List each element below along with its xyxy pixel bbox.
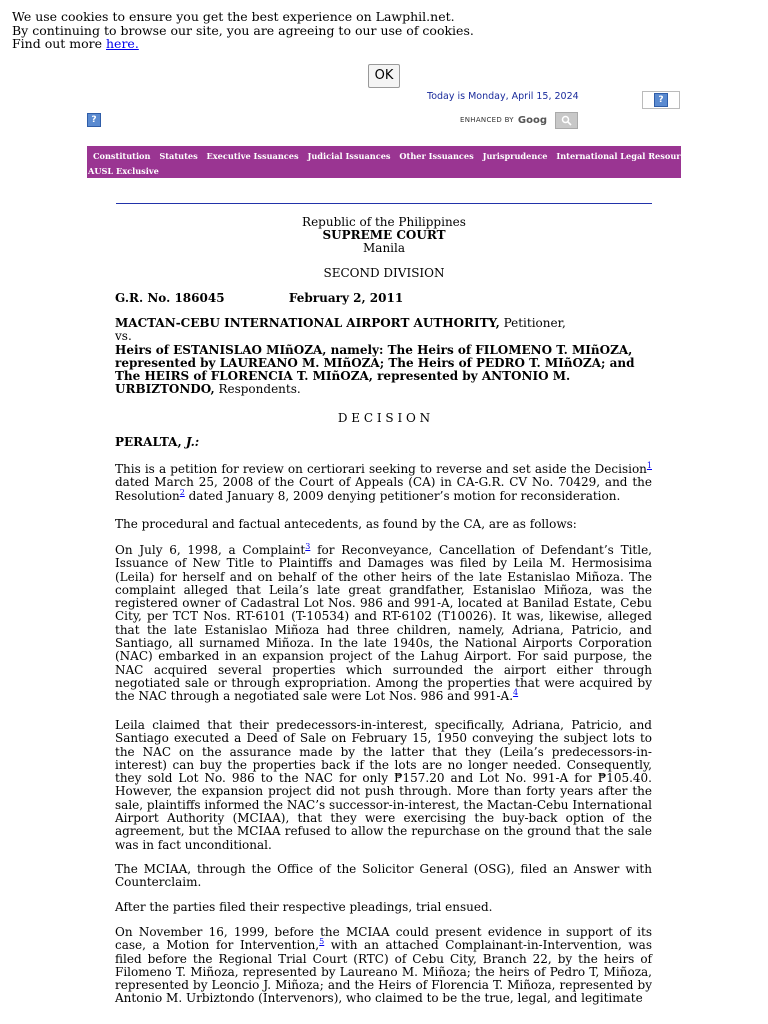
cookie-line-2: By continuing to browse our site, you are agreeing to our use of cookies. bbox=[12, 22, 474, 38]
footnote-link-3[interactable]: 3 bbox=[305, 542, 311, 551]
nav-item-statutes[interactable]: Statutes bbox=[159, 151, 198, 161]
paragraph-3-text-b: for Reconveyance, Cancellation of Defendant’s Title, Issuance of New Title to Plaintiffs and Damages was filed by Leila M. Hermosisima (Leila) for herself and on behalf of the other heirs of the late Estanislao Miñoza. The complaint alleged that Leila’s late great grandfather, Estanislao Miñoza, was the registered owner of Cadastral Lot Nos. 986 and 991-A, located at Banilad Estate, Cebu City, per TCT Nos. RT-6101 (T-10534) and RT-6102 (T10026). It was, likewise, alleged that the late Estanislao Miñoza had three children, namely, Adriana, Patricio, and Santiago, all surnamed Miñoza. In the late 1940s, the National Airports Corporation (NAC) embarked in an expansion project of the Lahug Airport. For said purpose, the NAC acquired several properties which surrounded the airport either through negotiated sale or through expropriation. Among the properties that were acquired by the NAC through a negotiated sale were Lot Nos. 986 and 991-A. bbox=[115, 543, 652, 704]
help-icon-right[interactable]: ? bbox=[654, 93, 668, 107]
decision-title: D E C I S I O N bbox=[337, 411, 431, 425]
nav-item-executive-issuances[interactable]: Executive Issuances bbox=[206, 151, 299, 161]
search-enhanced-label: ENHANCED BY bbox=[460, 116, 514, 124]
paragraph-1-text-a: This is a petition for review on certiorari seeking to reverse and set aside the Decision bbox=[115, 462, 647, 476]
paragraph-7-text-b: with an attached Complainant-in-Intervention, was filed before the Regional Trial Court (RTC) of Cebu City, Branch 22, by the heirs of Filomeno T. Miñoza, represented by Laureano M. Miñoza; the heirs of Pedro T, Miñoza, represented by Leoncio J. Miñoza; and the Heirs of Florencia T. Miñoza, represented by Antonio M. Urbiztondo (Intervenors), who claimed to be the true, legal, and legitimate bbox=[115, 938, 652, 1006]
parties bbox=[115, 317, 652, 397]
footnote-link-5[interactable]: 5 bbox=[319, 937, 325, 947]
heading-division: SECOND DIVISION bbox=[323, 266, 445, 280]
help-icon-left[interactable]: ? bbox=[87, 113, 101, 127]
paragraph-4: Leila claimed that their predecessors-in-interest, specifically, Adriana, Patricio, and Santiago executed a Deed of Sale on February 15, 1950 conveying the subject lots to the NAC on the assurance made by the latter that they (Leila’s predecessors-in-interest) can buy the properties back if the lots are no longer needed. Consequently, they sold Lot No. 986 to the NAC for only ₱157.20 and Lot No. 991-A for ₱105.40. However, the expansion project did not push through. More than forty years after the sale, plaintiffs informed the NAC’s successor-in-interest, the Mactan-Cebu International Airport Authority (MCIAA), that they were exercising the buy-back option of the agreement, but the MCIAA refused to allow the repurchase on the ground that the sale was in fact unconditional. bbox=[115, 718, 652, 852]
cookie-ok-button[interactable]: OK bbox=[368, 64, 400, 88]
cookie-line-3-text: Find out more bbox=[12, 36, 106, 51]
petitioner-role: Petitioner, bbox=[499, 316, 566, 330]
paragraph-3 bbox=[115, 544, 652, 704]
search-icon bbox=[561, 115, 572, 126]
paragraph-1-text-b: dated March 25, 2008 of the Court of Appeals (CA) in CA-G.R. CV No. 70429, and the Resolution bbox=[115, 475, 652, 503]
paragraph-2: The procedural and factual antecedents, as found by the CA, are as follows: bbox=[115, 517, 577, 531]
ponente-j: J.: bbox=[185, 435, 200, 449]
paragraph-5: The MCIAA, through the Office of the Solicitor General (OSG), filed an Answer with Counterclaim. bbox=[115, 862, 652, 890]
cookie-here-link[interactable]: here. bbox=[106, 36, 139, 51]
petitioner-name: MACTAN-CEBU INTERNATIONAL AIRPORT AUTHORITY, bbox=[115, 316, 500, 330]
paragraph-6: After the parties filed their respective pleadings, trial ensued. bbox=[115, 900, 493, 914]
paragraph-1 bbox=[115, 463, 652, 503]
respondents-line bbox=[115, 344, 652, 397]
google-search-brand bbox=[460, 112, 547, 128]
nav-item-jurisprudence[interactable]: Jurisprudence bbox=[482, 151, 548, 161]
versus: vs. bbox=[115, 329, 132, 344]
nav-item-judicial-issuances[interactable]: Judicial Issuances bbox=[307, 151, 391, 161]
divider bbox=[116, 203, 652, 204]
paragraph-1-text-c: dated January 8, 2009 denying petitioner’s motion for reconsideration. bbox=[184, 488, 621, 503]
respondents-names: Heirs of ESTANISLAO MIñOZA, namely: The Heirs of FILOMENO T. MIñOZA, represented by LAUREANO M. MIñOZA; The Heirs of PEDRO T. MIñOZA; and The HEIRS of FLORENCIA T. MIñOZA, represented by ANTONIO M. URBIZTONDO, bbox=[115, 342, 635, 397]
search-brand-label: Goog bbox=[517, 114, 547, 126]
footnote-link-4[interactable]: 4 bbox=[513, 688, 519, 698]
today-date: Today is Monday, April 15, 2024 bbox=[427, 91, 579, 102]
main-nav bbox=[87, 146, 696, 178]
ponente bbox=[115, 436, 652, 449]
nav-item-other-issuances[interactable]: Other Issuances bbox=[399, 151, 474, 161]
nav-item-international-legal-resources[interactable]: International Legal Resources bbox=[556, 151, 696, 161]
nav-item-ausl-exclusive[interactable]: AUSL Exclusive bbox=[88, 166, 159, 176]
heading-republic: Republic of the Philippines bbox=[302, 215, 466, 229]
footnote-link-1[interactable]: 1 bbox=[646, 461, 652, 470]
help-box[interactable] bbox=[642, 91, 680, 109]
footnote-link-2[interactable]: 2 bbox=[179, 487, 185, 497]
paragraph-7-text-a: On November 16, 1999, before the MCIAA could present evidence in support of its case, a Motion for Intervention, bbox=[115, 925, 652, 953]
nav-item-constitution[interactable]: Constitution bbox=[93, 151, 151, 161]
case-number-line bbox=[115, 292, 652, 305]
ponente-name: PERALTA, bbox=[115, 435, 186, 449]
cookie-line-1: We use cookies to ensure you get the best experience on Lawphil.net. bbox=[12, 9, 455, 24]
paragraph-7 bbox=[115, 926, 652, 1006]
petitioner-line bbox=[115, 317, 652, 330]
search-button[interactable] bbox=[555, 112, 578, 129]
heading-city: Manila bbox=[363, 241, 405, 255]
cookie-line-3 bbox=[12, 37, 474, 51]
case-date: February 2, 2011 bbox=[288, 291, 404, 305]
heading-court: SUPREME COURT bbox=[322, 228, 446, 242]
paragraph-3-text-a: On July 6, 1998, a Complaint bbox=[115, 543, 306, 557]
gr-number: G.R. No. 186045 bbox=[115, 291, 225, 305]
respondents-role: Respondents. bbox=[214, 382, 301, 397]
cookie-notice bbox=[12, 10, 474, 51]
